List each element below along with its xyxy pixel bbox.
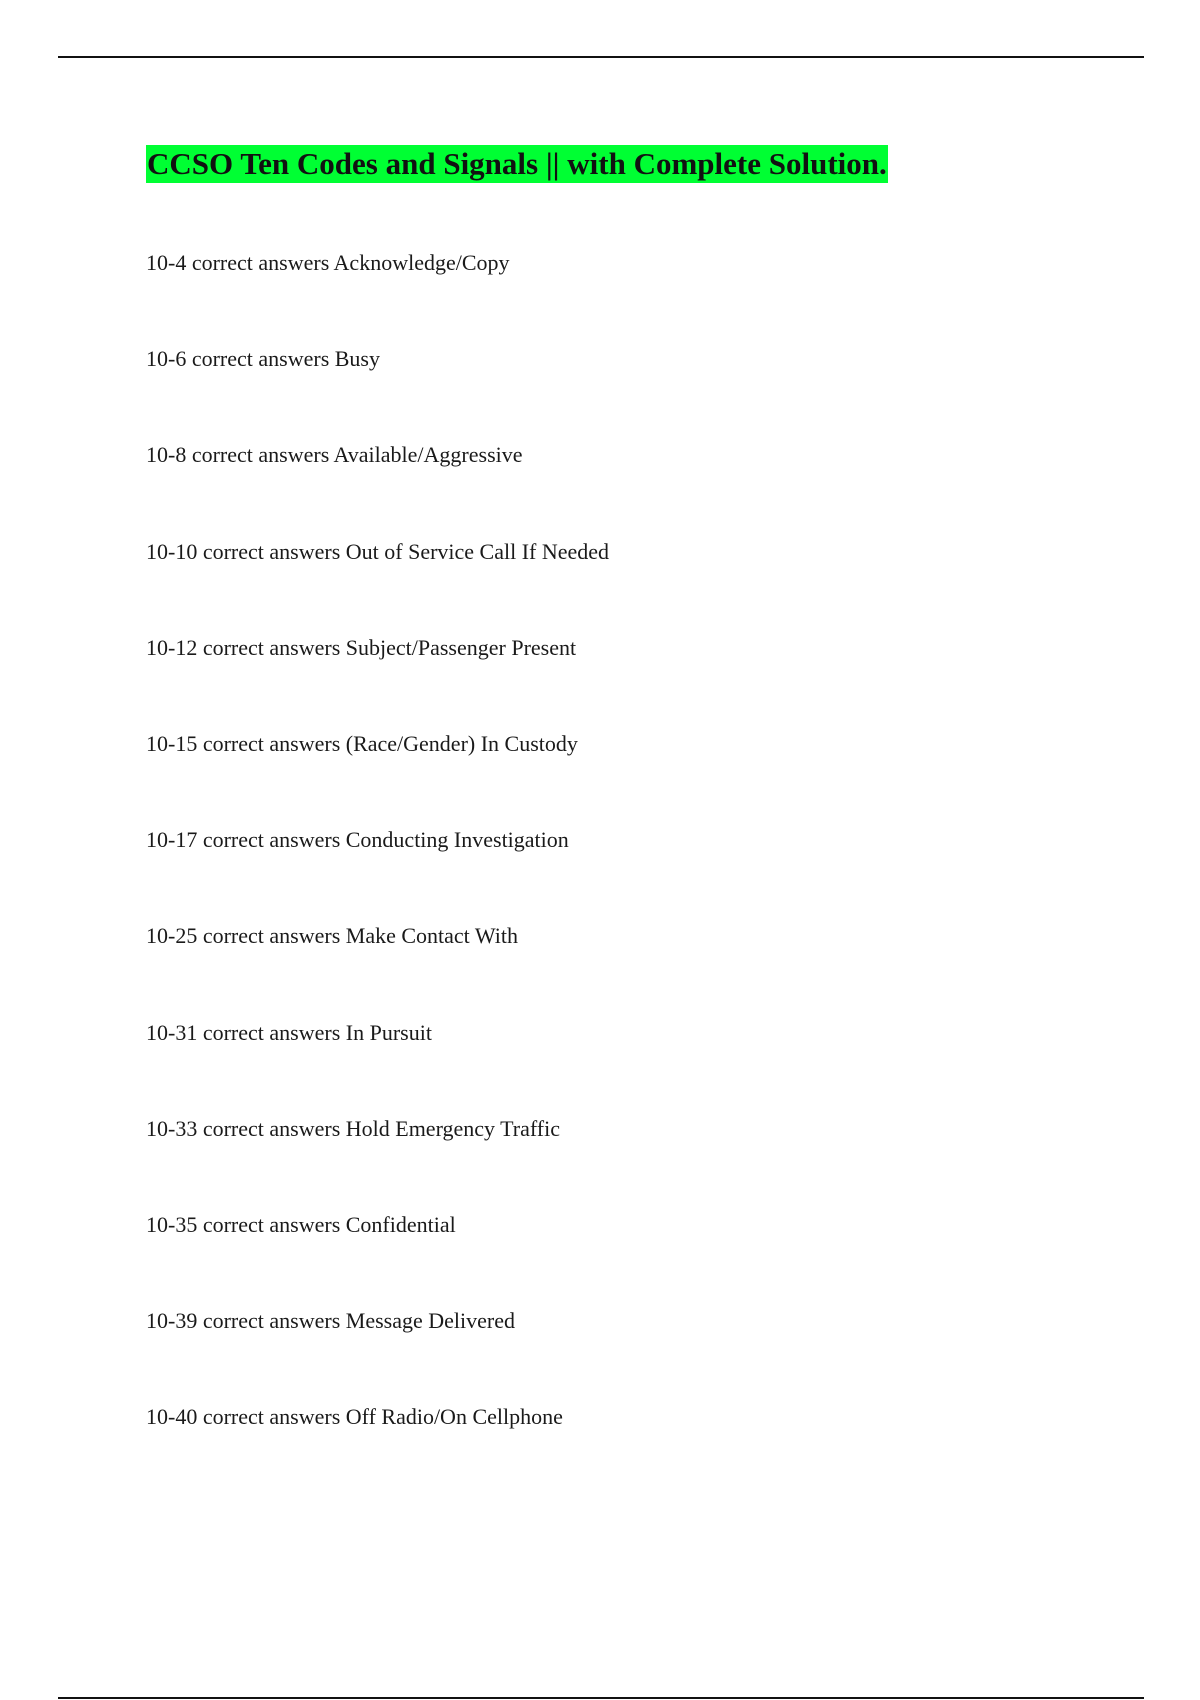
- ten-code-entry: 10-6 correct answers Busy: [146, 346, 380, 372]
- ten-code-entry: 10-40 correct answers Off Radio/On Cellphone: [146, 1404, 563, 1430]
- ten-code-entry: 10-35 correct answers Confidential: [146, 1211, 456, 1237]
- header-rule: [58, 56, 1144, 58]
- ten-code-entry: 10-31 correct answers In Pursuit: [146, 1019, 432, 1045]
- ten-code-entry: 10-39 correct answers Message Delivered: [146, 1308, 515, 1334]
- ten-code-entry: 10-25 correct answers Make Contact With: [146, 923, 518, 949]
- footer-rule: [58, 1697, 1144, 1699]
- ten-code-entry: 10-17 correct answers Conducting Investigation: [146, 827, 569, 853]
- ten-code-entry: 10-15 correct answers (Race/Gender) In Custody: [146, 730, 578, 756]
- ten-code-entry: 10-8 correct answers Available/Aggressive: [146, 442, 523, 468]
- ten-code-entry: 10-4 correct answers Acknowledge/Copy: [146, 250, 510, 275]
- ten-codes-list: [146, 248, 609, 1498]
- title-block: [146, 145, 888, 183]
- ten-code-entry: 10-10 correct answers Out of Service Call If Needed: [146, 538, 610, 564]
- document-title: CCSO Ten Codes and Signals || with Complete Solution.: [147, 146, 887, 181]
- ten-code-entry: 10-33 correct answers Hold Emergency Traffic: [146, 1115, 561, 1141]
- ten-code-entry: 10-12 correct answers Subject/Passenger Present: [146, 634, 577, 660]
